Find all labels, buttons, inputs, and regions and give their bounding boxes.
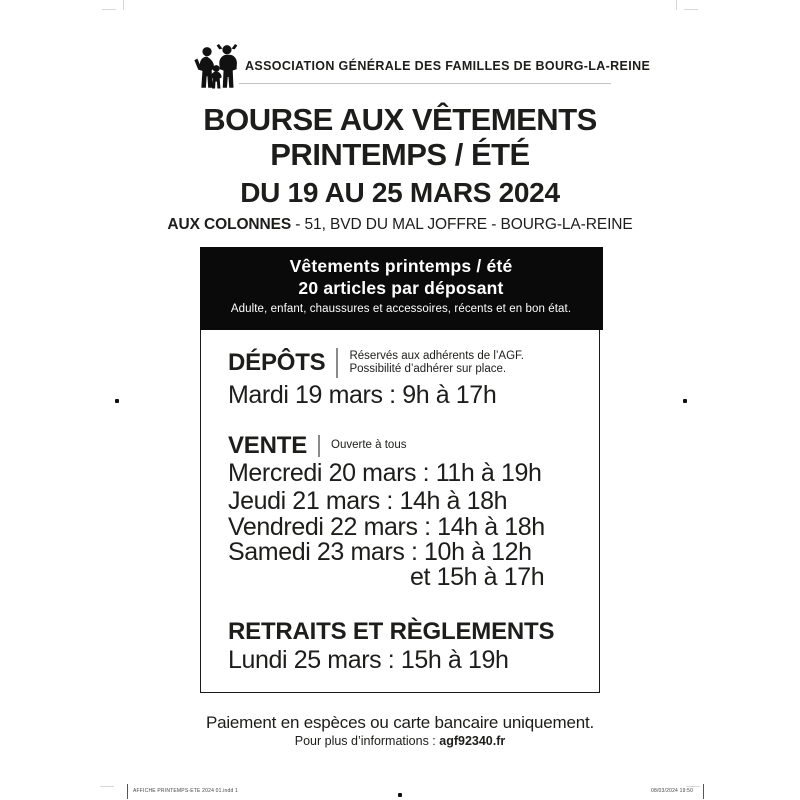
depots-schedule-line: Mardi 19 mars : 9h à 17h (228, 381, 497, 409)
vente-schedule-line: Jeudi 21 mars : 14h à 18h (228, 487, 508, 515)
banner-line2: 20 articles par déposant (298, 277, 504, 298)
registration-dot-left (115, 399, 119, 403)
retraits-heading: RETRAITS ET RÈGLEMENTS (228, 618, 555, 645)
vente-section-heading-row (228, 432, 406, 460)
depots-note-line2: Possibilité d’adhérer sur place. (349, 363, 507, 375)
info-banner (200, 247, 603, 330)
vente-schedule-line-continuation: et 15h à 17h (410, 563, 545, 591)
print-slug-filename: AFFICHE PRINTEMPS-ETE 2024 01.indd 1 (133, 788, 239, 794)
depots-section-heading-row (228, 348, 524, 378)
event-date-range: DU 19 AU 25 MARS 2024 (240, 177, 560, 208)
banner-line3: Adulte, enfant, chaussures et accessoires, récents et en bon état. (230, 302, 572, 315)
association-name: ASSOCIATION GÉNÉRALE DES FAMILLES DE BOURG-LA-REINE (245, 59, 651, 73)
depots-note (349, 350, 524, 377)
retraits-schedule-line: Lundi 25 mars : 15h à 19h (228, 646, 509, 674)
depots-heading: DÉPÔTS (228, 349, 326, 376)
registration-dot-right (683, 399, 687, 403)
venue-street: - 51, BVD DU MAL JOFFRE - BOURG-LA-REINE (291, 216, 633, 233)
depots-note-line1: Réservés aux adhérents de l’AGF. (349, 349, 524, 362)
header-divider (239, 83, 611, 84)
event-address (0, 216, 800, 234)
banner-line1: Vêtements printemps / été (289, 255, 513, 276)
family-logo-icon (194, 44, 240, 90)
info-prefix: Pour plus d’informations : (294, 734, 440, 748)
print-slug-timestamp: 08/03/2024 19:50 (651, 788, 694, 794)
website-url: agf92340.fr (439, 734, 506, 748)
poster-title-line1: BOURSE AUX VÊTEMENTS (203, 102, 597, 137)
heading-separator (318, 435, 320, 457)
vente-note: Ouverte à tous (331, 439, 407, 452)
crop-mark (684, 9, 698, 10)
vente-schedule-line: Vendredi 22 mars : 14h à 18h (228, 513, 545, 541)
slug-divider (703, 784, 704, 799)
venue-name: AUX COLONNES (167, 216, 292, 233)
vente-heading: VENTE (228, 432, 308, 459)
vente-schedule-line: Mercredi 20 mars : 11h à 19h (228, 459, 542, 487)
heading-separator (336, 348, 338, 378)
crop-mark (102, 9, 116, 10)
crop-mark (100, 786, 114, 787)
slug-divider (127, 784, 128, 799)
poster-title-line2: PRINTEMPS / ÉTÉ (270, 137, 530, 172)
payment-note: Paiement en espèces ou carte bancaire uniquement. (205, 713, 595, 732)
vente-schedule-line: Samedi 23 mars : 10h à 12h (228, 538, 532, 566)
more-info-line (0, 734, 800, 748)
registration-dot-bottom (398, 793, 402, 797)
crop-mark (676, 0, 677, 10)
crop-mark (686, 786, 700, 787)
crop-mark (123, 0, 124, 10)
